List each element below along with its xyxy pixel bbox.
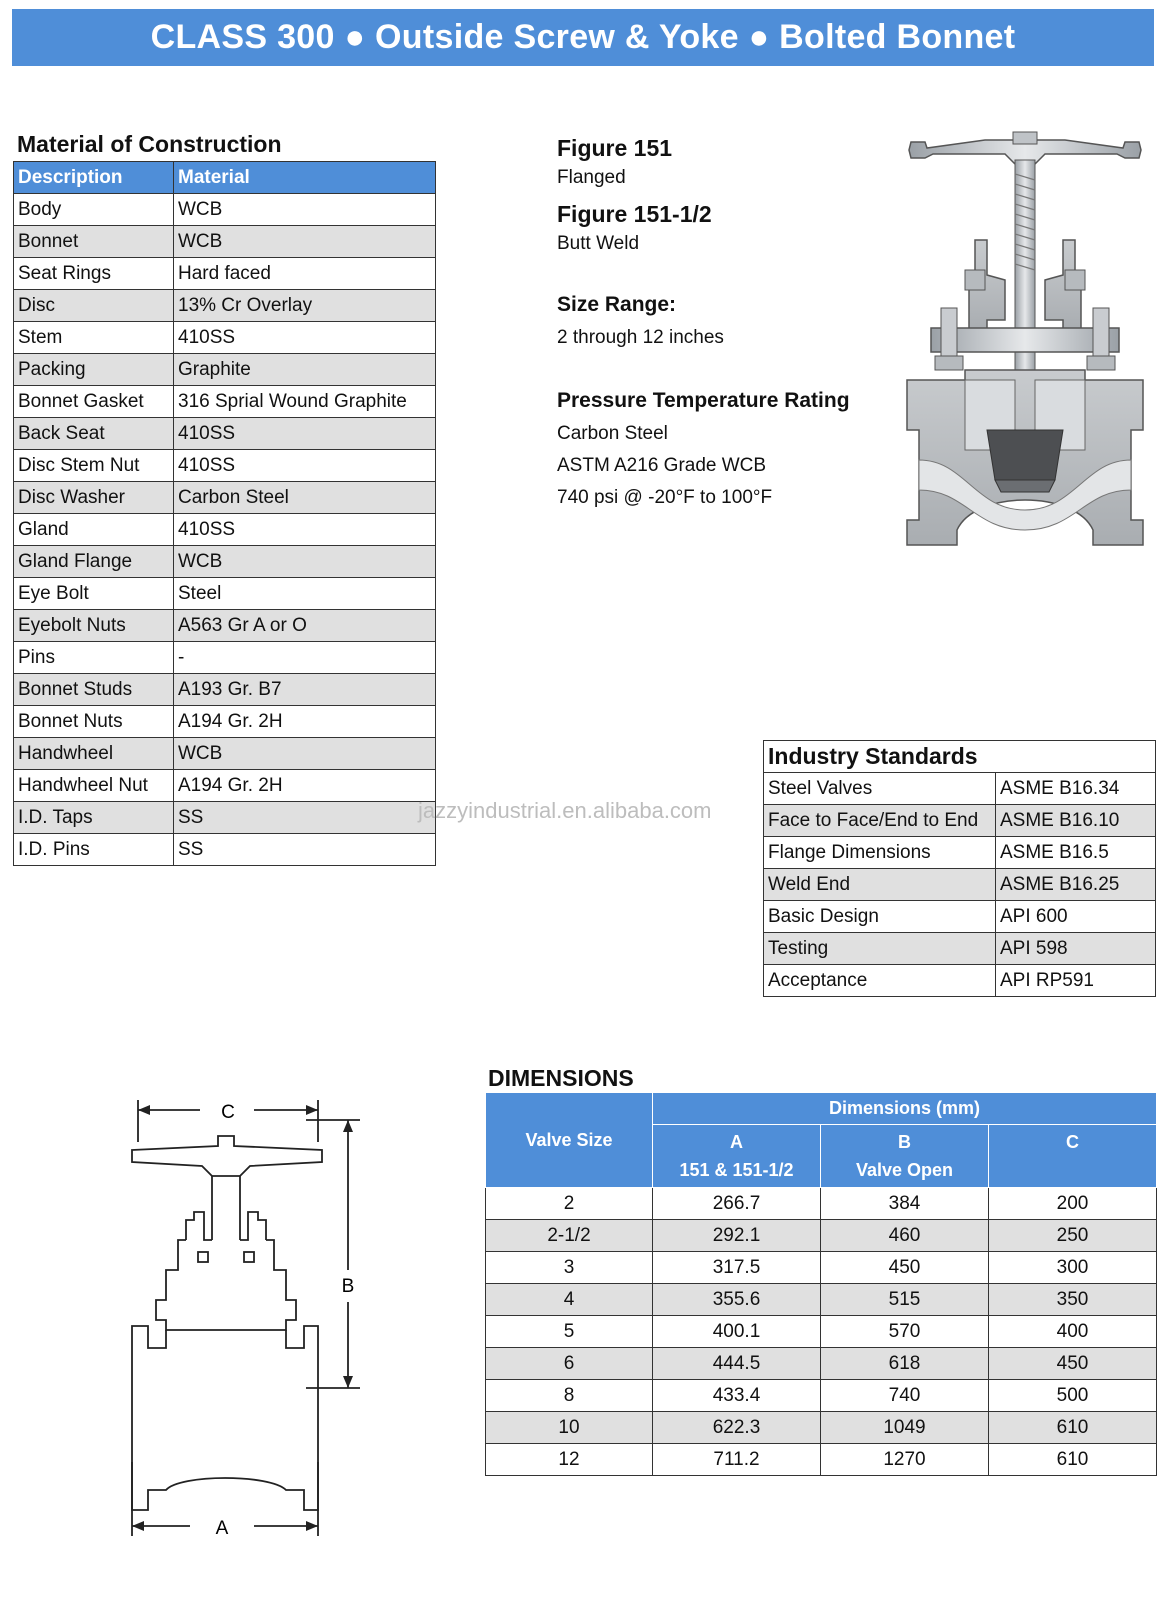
- standards-cell-reference: ASME B16.25: [996, 869, 1156, 901]
- dimensions-cell-c: 400: [989, 1316, 1157, 1348]
- materials-cell-description: Gland: [14, 514, 174, 546]
- figure-151-half-subtitle: Butt Weld: [557, 233, 640, 254]
- dimensions-row: [486, 1188, 1157, 1220]
- figure-151-half-title: Figure 151-1/2: [557, 201, 712, 227]
- materials-cell-material: 410SS: [174, 514, 436, 546]
- materials-cell-material: 13% Cr Overlay: [174, 290, 436, 322]
- dimensions-cell-c: 450: [989, 1348, 1157, 1380]
- valve-dimension-drawing: [120, 1090, 380, 1570]
- dimensions-cell-valve-size: 12: [486, 1444, 653, 1476]
- materials-row: [14, 482, 436, 514]
- materials-cell-material: 410SS: [174, 418, 436, 450]
- gate-valve-cutaway-image: [905, 130, 1145, 570]
- materials-cell-description: Eyebolt Nuts: [14, 610, 174, 642]
- standards-cell-standard: Weld End: [764, 869, 996, 901]
- materials-cell-description: Handwheel Nut: [14, 770, 174, 802]
- size-range-heading: Size Range:: [557, 293, 677, 316]
- dimensions-cell-b: 570: [821, 1316, 989, 1348]
- materials-row: [14, 578, 436, 610]
- header-col-a-letter: A: [730, 1132, 743, 1152]
- materials-cell-description: Seat Rings: [14, 258, 174, 290]
- banner-title: CLASS 300 ● Outside Screw & Yoke ● Bolted Bonnet: [150, 18, 1016, 56]
- materials-row: [14, 834, 436, 866]
- standards-row: [764, 965, 1156, 997]
- pt-rating: 740 psi @ -20°F to 100°F: [557, 487, 773, 508]
- industry-standards-table: [763, 740, 1156, 997]
- materials-row: [14, 258, 436, 290]
- header-col-a-sub: 151 & 151-1/2: [679, 1160, 794, 1180]
- dimensions-cell-a: 292.1: [653, 1220, 821, 1252]
- header-dimensions-mm: Dimensions (mm): [653, 1093, 1157, 1125]
- dimensions-cell-a: 444.5: [653, 1348, 821, 1380]
- dimensions-cell-b: 515: [821, 1284, 989, 1316]
- materials-cell-description: Packing: [14, 354, 174, 386]
- materials-header-material: Material: [174, 162, 436, 194]
- materials-cell-description: Disc Stem Nut: [14, 450, 174, 482]
- materials-title: Material of Construction: [17, 131, 282, 157]
- materials-row: [14, 610, 436, 642]
- materials-row: [14, 546, 436, 578]
- standards-title: Industry Standards: [764, 741, 1156, 773]
- pt-grade: ASTM A216 Grade WCB: [557, 455, 767, 476]
- materials-cell-material: A194 Gr. 2H: [174, 770, 436, 802]
- standards-cell-standard: Acceptance: [764, 965, 996, 997]
- dimensions-cell-b: 460: [821, 1220, 989, 1252]
- standards-row: [764, 869, 1156, 901]
- pt-material: Carbon Steel: [557, 423, 668, 444]
- standards-cell-reference: ASME B16.10: [996, 805, 1156, 837]
- dimensions-cell-valve-size: 4: [486, 1284, 653, 1316]
- materials-cell-description: Stem: [14, 322, 174, 354]
- standards-cell-standard: Face to Face/End to End: [764, 805, 996, 837]
- dimensions-cell-valve-size: 6: [486, 1348, 653, 1380]
- materials-cell-material: WCB: [174, 226, 436, 258]
- materials-header-description: Description: [14, 162, 174, 194]
- materials-cell-material: WCB: [174, 546, 436, 578]
- standards-cell-reference: API 600: [996, 901, 1156, 933]
- materials-row: [14, 770, 436, 802]
- materials-row: [14, 354, 436, 386]
- header-valve-size: Valve Size: [486, 1093, 653, 1188]
- dimensions-cell-a: 711.2: [653, 1444, 821, 1476]
- dimensions-cell-a: 355.6: [653, 1284, 821, 1316]
- materials-cell-description: Disc: [14, 290, 174, 322]
- materials-cell-description: Pins: [14, 642, 174, 674]
- standards-cell-standard: Testing: [764, 933, 996, 965]
- materials-cell-material: WCB: [174, 738, 436, 770]
- materials-row: [14, 450, 436, 482]
- dimensions-cell-valve-size: 2-1/2: [486, 1220, 653, 1252]
- dimensions-row: [486, 1380, 1157, 1412]
- materials-row: [14, 418, 436, 450]
- dimensions-row: [486, 1444, 1157, 1476]
- figure-151-subtitle: Flanged: [557, 167, 626, 188]
- materials-cell-material: SS: [174, 802, 436, 834]
- materials-cell-material: 410SS: [174, 450, 436, 482]
- materials-row: [14, 290, 436, 322]
- dimensions-cell-c: 250: [989, 1220, 1157, 1252]
- dimensions-cell-valve-size: 3: [486, 1252, 653, 1284]
- dimensions-cell-a: 622.3: [653, 1412, 821, 1444]
- standards-row: [764, 805, 1156, 837]
- header-col-b-letter: B: [898, 1132, 911, 1152]
- dimensions-cell-b: 1049: [821, 1412, 989, 1444]
- dimensions-cell-b: 384: [821, 1188, 989, 1220]
- dimensions-cell-b: 618: [821, 1348, 989, 1380]
- materials-row: [14, 194, 436, 226]
- standards-row: [764, 837, 1156, 869]
- dimensions-group-header-row: [486, 1093, 1157, 1125]
- materials-cell-description: I.D. Pins: [14, 834, 174, 866]
- header-col-c: [989, 1125, 1157, 1188]
- dimensions-row: [486, 1284, 1157, 1316]
- dimensions-row: [486, 1348, 1157, 1380]
- materials-cell-description: Eye Bolt: [14, 578, 174, 610]
- materials-cell-material: SS: [174, 834, 436, 866]
- dimensions-cell-valve-size: 10: [486, 1412, 653, 1444]
- materials-cell-material: 410SS: [174, 322, 436, 354]
- standards-cell-standard: Flange Dimensions: [764, 837, 996, 869]
- materials-cell-material: 316 Sprial Wound Graphite: [174, 386, 436, 418]
- materials-row: [14, 738, 436, 770]
- materials-cell-material: A563 Gr A or O: [174, 610, 436, 642]
- standards-cell-reference: API 598: [996, 933, 1156, 965]
- dimensions-row: [486, 1252, 1157, 1284]
- dimensions-cell-c: 300: [989, 1252, 1157, 1284]
- dimensions-cell-a: 433.4: [653, 1380, 821, 1412]
- size-range-value: 2 through 12 inches: [557, 327, 724, 348]
- materials-cell-description: Handwheel: [14, 738, 174, 770]
- materials-cell-description: Disc Washer: [14, 482, 174, 514]
- materials-table: [13, 161, 436, 866]
- dimension-label-b: B: [341, 1276, 355, 1297]
- dimensions-row: [486, 1412, 1157, 1444]
- dimensions-cell-a: 400.1: [653, 1316, 821, 1348]
- dimensions-cell-c: 350: [989, 1284, 1157, 1316]
- header-col-c-letter: C: [1066, 1132, 1079, 1152]
- materials-cell-description: Bonnet Gasket: [14, 386, 174, 418]
- materials-row: [14, 706, 436, 738]
- materials-cell-description: Gland Flange: [14, 546, 174, 578]
- dimensions-cell-c: 610: [989, 1412, 1157, 1444]
- materials-cell-material: WCB: [174, 194, 436, 226]
- dimensions-cell-b: 740: [821, 1380, 989, 1412]
- materials-row: [14, 674, 436, 706]
- dimensions-cell-a: 266.7: [653, 1188, 821, 1220]
- dimensions-cell-valve-size: 2: [486, 1188, 653, 1220]
- watermark: jazzyindustrial.en.alibaba.com: [418, 798, 712, 823]
- dimensions-cell-valve-size: 8: [486, 1380, 653, 1412]
- dimensions-cell-c: 200: [989, 1188, 1157, 1220]
- materials-cell-description: Bonnet Studs: [14, 674, 174, 706]
- materials-row: [14, 514, 436, 546]
- materials-cell-description: Back Seat: [14, 418, 174, 450]
- materials-row: [14, 226, 436, 258]
- materials-cell-material: A194 Gr. 2H: [174, 706, 436, 738]
- standards-title-row: [764, 741, 1156, 773]
- header-col-a: [653, 1125, 821, 1188]
- materials-cell-material: Graphite: [174, 354, 436, 386]
- materials-header-row: [14, 162, 436, 194]
- standards-row: [764, 773, 1156, 805]
- materials-cell-description: Bonnet: [14, 226, 174, 258]
- dimensions-table: [485, 1092, 1157, 1476]
- standards-cell-standard: Steel Valves: [764, 773, 996, 805]
- materials-cell-description: I.D. Taps: [14, 802, 174, 834]
- dimensions-cell-a: 317.5: [653, 1252, 821, 1284]
- materials-cell-material: -: [174, 642, 436, 674]
- materials-cell-material: Hard faced: [174, 258, 436, 290]
- materials-row: [14, 802, 436, 834]
- dimensions-cell-b: 1270: [821, 1444, 989, 1476]
- standards-cell-standard: Basic Design: [764, 901, 996, 933]
- materials-row: [14, 322, 436, 354]
- materials-cell-material: A193 Gr. B7: [174, 674, 436, 706]
- header-col-b: [821, 1125, 989, 1188]
- dimension-label-c: C: [221, 1102, 235, 1123]
- standards-cell-reference: API RP591: [996, 965, 1156, 997]
- standards-row: [764, 933, 1156, 965]
- materials-cell-description: Bonnet Nuts: [14, 706, 174, 738]
- dimension-label-a: A: [215, 1518, 229, 1539]
- dimensions-row: [486, 1316, 1157, 1348]
- materials-row: [14, 642, 436, 674]
- dimensions-title: DIMENSIONS: [488, 1065, 634, 1091]
- standards-cell-reference: ASME B16.34: [996, 773, 1156, 805]
- materials-cell-material: Carbon Steel: [174, 482, 436, 514]
- dimensions-row: [486, 1220, 1157, 1252]
- dimensions-cell-valve-size: 5: [486, 1316, 653, 1348]
- standards-cell-reference: ASME B16.5: [996, 837, 1156, 869]
- dimensions-cell-b: 450: [821, 1252, 989, 1284]
- page-banner: [12, 9, 1154, 66]
- header-col-b-sub: Valve Open: [855, 1160, 954, 1180]
- figure-151-title: Figure 151: [557, 135, 673, 161]
- pressure-temperature-heading: Pressure Temperature Rating: [557, 389, 850, 412]
- dimensions-cell-c: 500: [989, 1380, 1157, 1412]
- materials-cell-description: Body: [14, 194, 174, 226]
- materials-row: [14, 386, 436, 418]
- dimensions-cell-c: 610: [989, 1444, 1157, 1476]
- standards-row: [764, 901, 1156, 933]
- materials-cell-material: Steel: [174, 578, 436, 610]
